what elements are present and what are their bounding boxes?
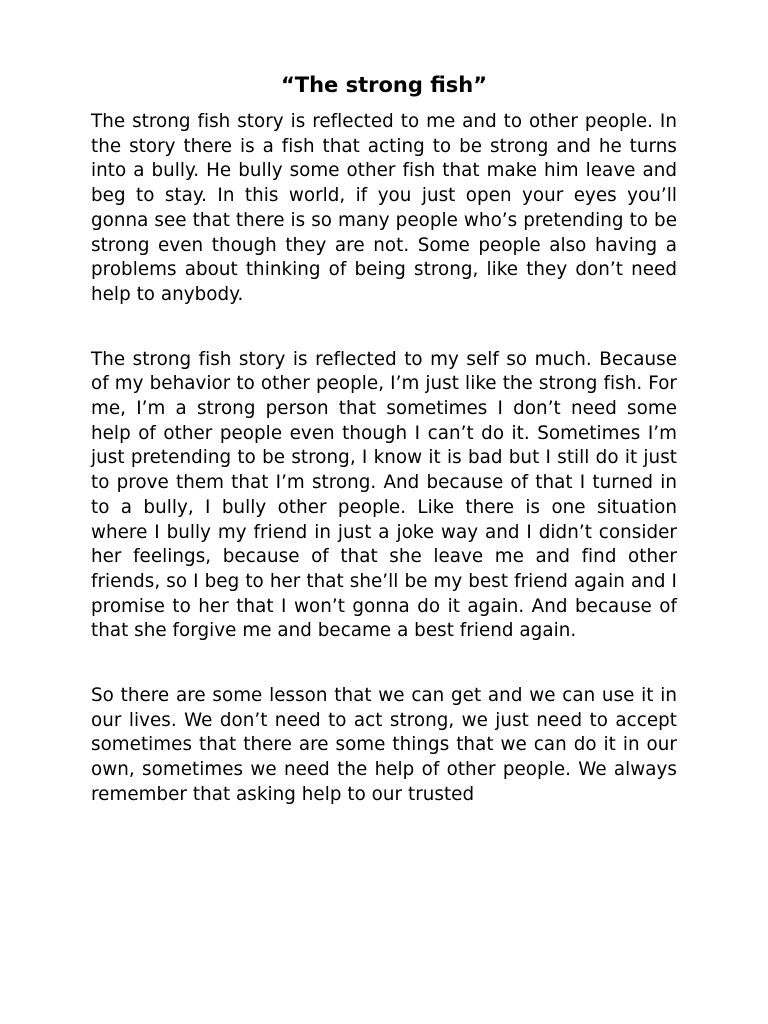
paragraph-1: The strong fish story is reflected to me and to other people. In the story there is a fish that acting to be strong and he turns into a bully. He bully some other fish that make him leave and beg to stay. In this world, if you just open your eyes you’ll gonna see that there is so many people who’s pretending to be strong even though they are not. Some people also having a problems about thinking of being strong, like they don’t need help to anybody. [91,111,677,305]
paragraph-2: The strong fish story is reflected to my self so much. Because of my behavior to other people, I’m just like the strong fish. For me, I’m a strong person that sometimes I don’t need some help of other people even though I can’t do it. Sometimes I’m just pretending to be strong, I know it is bad but I still do it just to prove them that I’m strong. And because of that I turned in to a bully, I bully other people. Like there is one situation where I bully my friend in just a joke way and I didn’t consider her feelings, because of that she leave me and find other friends, so I beg to her that she’ll be my best friend again and I promise to her that I won’t gonna do it again. And because of that she forgive me and became a best friend again. [91,348,677,642]
paragraph-3: So there are some lesson that we can get and we can use it in our lives. We don’t need to act strong, we just need to accept sometimes that there are some things that we can do it in our own, sometimes we need the help of other people. We always remember that asking help to our trusted [91,685,677,805]
document-title: “The strong fish” [280,73,488,97]
document-page [91,70,677,808]
